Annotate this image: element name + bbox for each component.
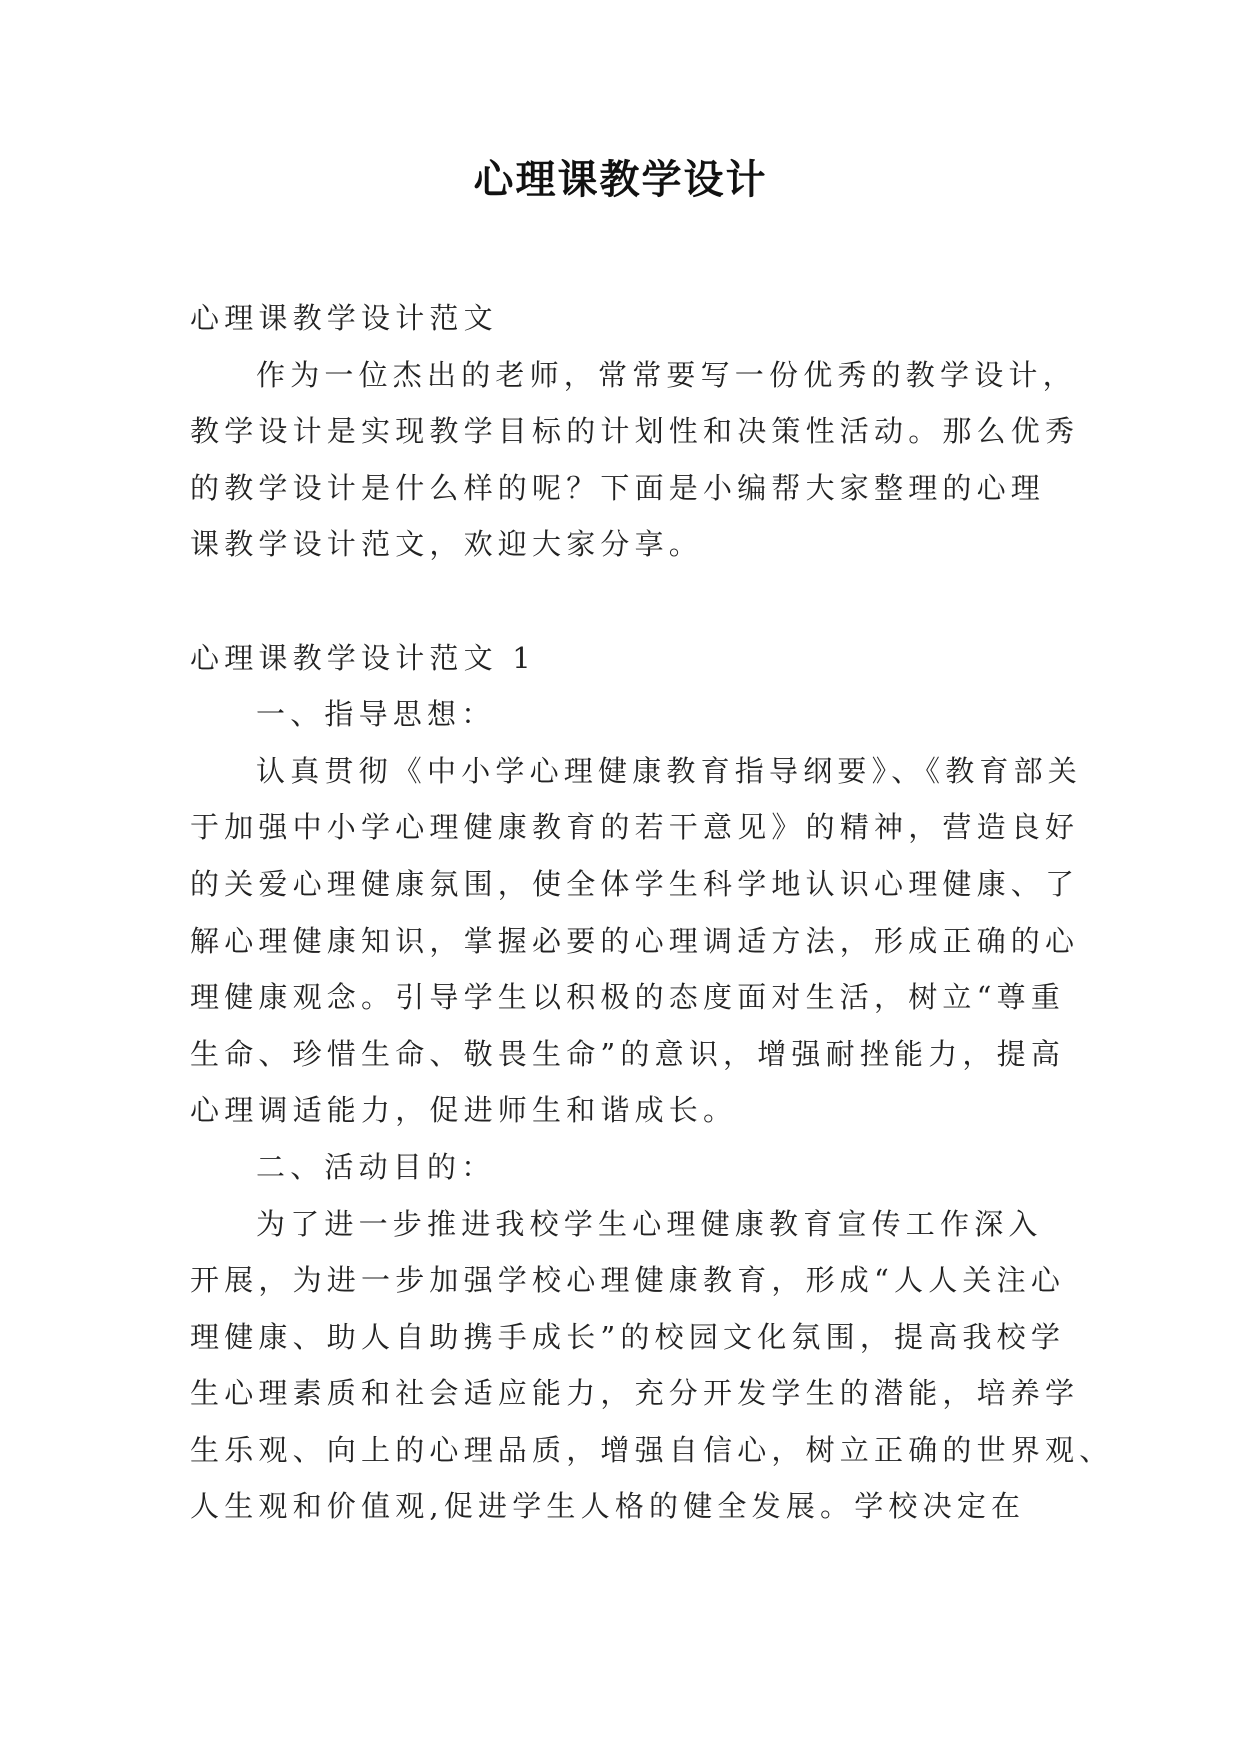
- heading-activity-purpose: 二、活动目的：: [256, 1149, 496, 1184]
- document-body: [190, 290, 1114, 1535]
- para2-line-5: 生乐观、向上的心理品质，增强自信心，树立正确的世界观、: [190, 1432, 1114, 1467]
- para1-line-2: 于加强中小学心理健康教育的若干意见》的精神，营造良好: [190, 810, 1080, 845]
- para2-line-4: 生心理素质和社会适应能力，充分开发学生的潜能，培养学: [190, 1376, 1080, 1411]
- intro-line-3: 的教学设计是什么样的呢？下面是小编帮大家整理的心理: [190, 470, 1046, 505]
- para1-line-6: 生命、珍惜生命、敬畏生命”的意识，增强耐挫能力，提高: [190, 1036, 1066, 1071]
- document-title: 心理课教学设计: [473, 157, 768, 203]
- heading-guiding-ideology: 一、指导思想：: [256, 697, 496, 732]
- para1-line-4: 解心理健康知识，掌握必要的心理调适方法，形成正确的心: [190, 923, 1080, 958]
- para2-line-1: 为了进一步推进我校学生心理健康教育宣传工作深入: [256, 1206, 1043, 1241]
- para2-line-2: 开展，为进一步加强学校心理健康教育，形成“人人关注心: [190, 1263, 1066, 1298]
- intro-line-2: 教学设计是实现教学目标的计划性和决策性活动。那么优秀: [190, 414, 1080, 449]
- subtitle: 心理课教学设计范文: [190, 301, 498, 335]
- para1-line-5: 理健康观念。引导学生以积极的态度面对生活，树立“尊重: [190, 980, 1066, 1015]
- para2-line-3: 理健康、助人自助携手成长”的校园文化氛围，提高我校学: [190, 1319, 1066, 1354]
- section1-title: 心理课教学设计范文 1: [190, 640, 536, 675]
- intro-line-1: 作为一位杰出的老师，常常要写一份优秀的教学设计，: [256, 357, 1077, 392]
- para1-line-1: 认真贯彻《中小学心理健康教育指导纲要》、《教育部关: [256, 753, 1083, 788]
- paragraph-gap: [190, 573, 1062, 630]
- intro-line-4: 课教学设计范文，欢迎大家分享。: [190, 527, 704, 562]
- para1-line-7: 心理调适能力，促进师生和谐成长。: [190, 1093, 738, 1128]
- para1-line-3: 的关爱心理健康氛围，使全体学生科学地认识心理健康、了: [190, 866, 1080, 901]
- para2-line-6: 人生观和价值观,促进学生人格的健全发展。学校决定在: [190, 1489, 1026, 1524]
